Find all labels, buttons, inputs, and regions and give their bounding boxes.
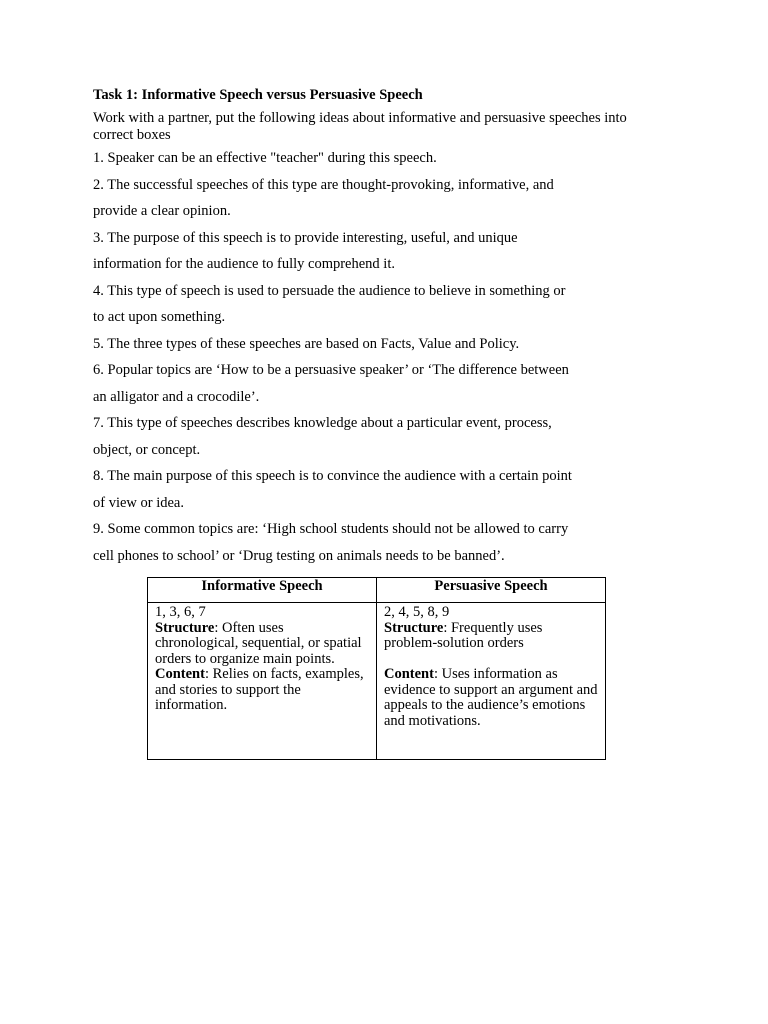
content-text: : Relies on facts, examples, and stories to support the information. [155, 666, 364, 713]
table-header-row [148, 578, 606, 603]
structure-label: Structure [384, 619, 444, 636]
statement-line: 7. This type of speeches describes knowledge about a particular event, process, [93, 415, 552, 431]
statement-line: 2. The successful speeches of this type are thought-provoking, informative, and [93, 176, 554, 193]
informative-cell [148, 603, 377, 760]
content-text: : Uses information as evidence to support an argument and appeals to the audience’s emotions and motivations. [384, 666, 598, 729]
informative-header-label: Informative Speech [201, 578, 323, 594]
statement-line: object, or concept. [93, 441, 201, 458]
statement-line: of view or idea. [93, 494, 184, 511]
persuasive-cell [377, 603, 606, 760]
statement-line: 4. This type of speech is used to persuade the audience to believe in something or [93, 282, 566, 299]
informative-content [155, 667, 370, 714]
statement-line: 6. Popular topics are ‘How to be a persuasive speaker’ or ‘The difference between [93, 362, 569, 378]
informative-structure [155, 621, 370, 668]
structure-text: : Frequently uses problem-solution orders [384, 619, 543, 651]
structure-text: : Often uses chronological, sequential, or spatial orders to organize main points. [155, 619, 362, 667]
content-label: Content [384, 666, 434, 682]
statement-line: 5. The three types of these speeches are based on Facts, Value and Policy. [93, 335, 520, 352]
statement-line: 9. Some common topics are: ‘High school students should not be allowed to carry [93, 521, 569, 537]
statement-line: an alligator and a crocodile’. [93, 388, 260, 405]
persuasive-content [384, 667, 599, 729]
table-row [148, 603, 606, 760]
informative-header [148, 578, 377, 603]
comparison-table [147, 577, 606, 760]
persuasive-numbers: 2, 4, 5, 8, 9 [384, 604, 450, 620]
document-body [93, 86, 673, 574]
task-instructions: Work with a partner, put the following ideas about informative and persuasive speeches into correct boxes [93, 110, 627, 143]
statement-line: 3. The purpose of this speech is to provide interesting, useful, and unique [93, 229, 518, 246]
statement-line: 1. Speaker can be an effective "teacher" during this speech. [93, 150, 437, 166]
structure-label: Structure [155, 619, 215, 636]
statement-line: information for the audience to fully comprehend it. [93, 256, 395, 272]
content-label: Content [155, 666, 205, 682]
informative-numbers: 1, 3, 6, 7 [155, 604, 206, 620]
persuasive-header [377, 578, 606, 603]
persuasive-header-label: Persuasive Speech [434, 578, 548, 594]
statement-line: to act upon something. [93, 309, 226, 325]
statement-line: provide a clear opinion. [93, 203, 231, 219]
persuasive-structure [384, 621, 599, 652]
spacer [384, 652, 599, 668]
statement-line: 8. The main purpose of this speech is to convince the audience with a certain point [93, 468, 572, 484]
statement-line: cell phones to school’ or ‘Drug testing on animals needs to be banned’. [93, 547, 505, 564]
task-title: Task 1: Informative Speech versus Persuasive Speech [93, 87, 423, 103]
